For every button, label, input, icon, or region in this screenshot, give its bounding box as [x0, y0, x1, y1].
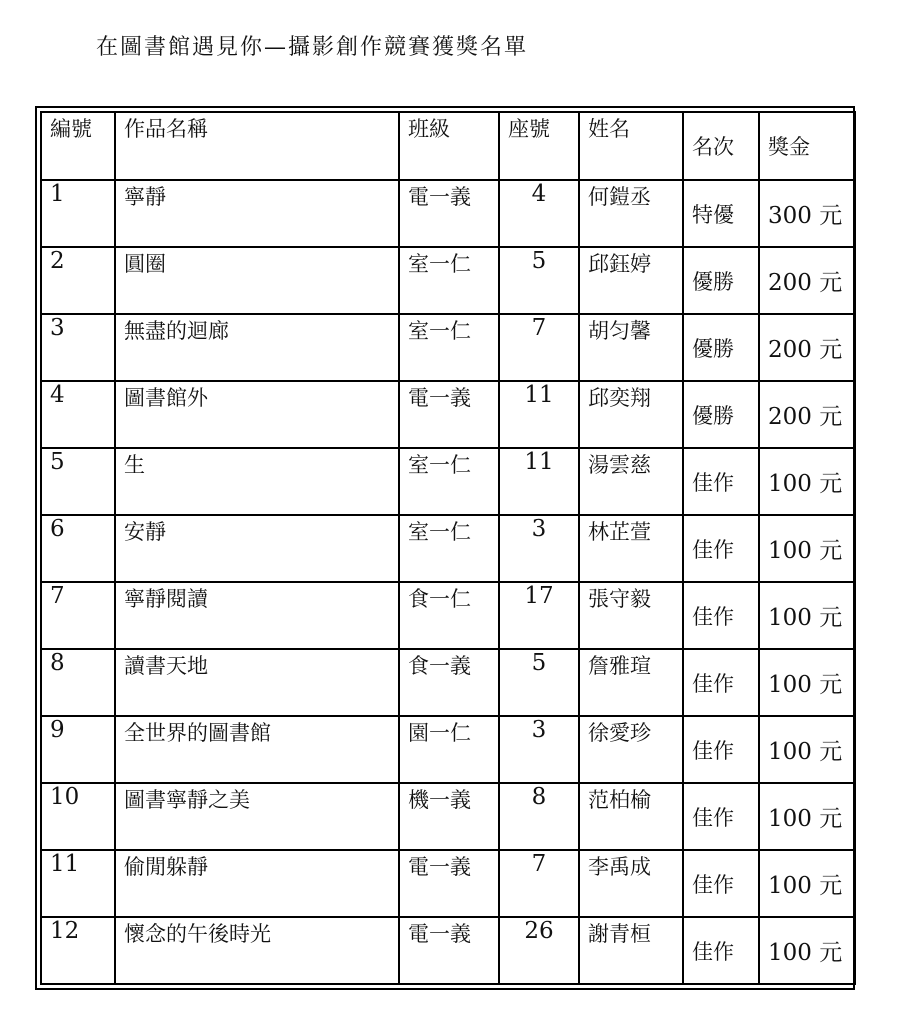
- cell-name: 邱奕翔: [579, 381, 683, 448]
- header-rank: 名次: [683, 112, 759, 180]
- cell-prize: 100 元: [759, 917, 855, 984]
- cell-seat: 5: [499, 247, 579, 314]
- award-table-frame: [35, 106, 855, 990]
- header-work-title: 作品名稱: [115, 112, 399, 180]
- cell-no: 11: [41, 850, 115, 917]
- cell-work-title: 圓圈: [115, 247, 399, 314]
- cell-seat: 8: [499, 783, 579, 850]
- table-row: [41, 515, 855, 582]
- header-no: 編號: [41, 112, 115, 180]
- cell-no: 10: [41, 783, 115, 850]
- cell-class: 園一仁: [399, 716, 499, 783]
- cell-no: 2: [41, 247, 115, 314]
- cell-no: 9: [41, 716, 115, 783]
- cell-no: 7: [41, 582, 115, 649]
- cell-name: 何鎧丞: [579, 180, 683, 247]
- table-row: [41, 247, 855, 314]
- cell-class: 電一義: [399, 917, 499, 984]
- cell-seat: 3: [499, 716, 579, 783]
- cell-prize: 200 元: [759, 314, 855, 381]
- cell-name: 李禹成: [579, 850, 683, 917]
- cell-no: 1: [41, 180, 115, 247]
- cell-no: 6: [41, 515, 115, 582]
- cell-prize: 100 元: [759, 649, 855, 716]
- header-name: 姓名: [579, 112, 683, 180]
- cell-work-title: 無盡的迴廊: [115, 314, 399, 381]
- cell-seat: 26: [499, 917, 579, 984]
- cell-name: 邱鈺婷: [579, 247, 683, 314]
- cell-rank: 佳作: [683, 716, 759, 783]
- table-row: [41, 716, 855, 783]
- cell-work-title: 圖書寧靜之美: [115, 783, 399, 850]
- cell-no: 3: [41, 314, 115, 381]
- table-row: [41, 582, 855, 649]
- cell-no: 8: [41, 649, 115, 716]
- cell-rank: 佳作: [683, 917, 759, 984]
- cell-prize: 200 元: [759, 381, 855, 448]
- cell-work-title: 生: [115, 448, 399, 515]
- cell-seat: 11: [499, 448, 579, 515]
- cell-prize: 300 元: [759, 180, 855, 247]
- cell-seat: 7: [499, 314, 579, 381]
- cell-prize: 100 元: [759, 716, 855, 783]
- cell-name: 林芷萱: [579, 515, 683, 582]
- cell-work-title: 安靜: [115, 515, 399, 582]
- cell-work-title: 圖書館外: [115, 381, 399, 448]
- cell-prize: 100 元: [759, 850, 855, 917]
- table-row: [41, 381, 855, 448]
- header-prize: 獎金: [759, 112, 855, 180]
- cell-work-title: 懷念的午後時光: [115, 917, 399, 984]
- table-row: [41, 314, 855, 381]
- cell-class: 室一仁: [399, 515, 499, 582]
- cell-seat: 7: [499, 850, 579, 917]
- table-row: [41, 649, 855, 716]
- cell-rank: 佳作: [683, 850, 759, 917]
- cell-class: 食一義: [399, 649, 499, 716]
- cell-prize: 100 元: [759, 448, 855, 515]
- cell-no: 5: [41, 448, 115, 515]
- cell-seat: 3: [499, 515, 579, 582]
- cell-seat: 5: [499, 649, 579, 716]
- cell-name: 范柏榆: [579, 783, 683, 850]
- cell-rank: 佳作: [683, 515, 759, 582]
- cell-seat: 11: [499, 381, 579, 448]
- cell-name: 胡匀馨: [579, 314, 683, 381]
- cell-name: 徐愛珍: [579, 716, 683, 783]
- award-table: [40, 111, 856, 985]
- cell-name: 謝青桓: [579, 917, 683, 984]
- cell-rank: 佳作: [683, 783, 759, 850]
- cell-name: 詹雅瑄: [579, 649, 683, 716]
- cell-class: 電一義: [399, 850, 499, 917]
- header-seat: 座號: [499, 112, 579, 180]
- cell-prize: 200 元: [759, 247, 855, 314]
- cell-no: 4: [41, 381, 115, 448]
- cell-class: 電一義: [399, 381, 499, 448]
- cell-name: 張守毅: [579, 582, 683, 649]
- table-body: [41, 180, 855, 984]
- cell-prize: 100 元: [759, 783, 855, 850]
- table-row: [41, 448, 855, 515]
- cell-work-title: 讀書天地: [115, 649, 399, 716]
- table-row: [41, 180, 855, 247]
- cell-rank: 優勝: [683, 381, 759, 448]
- cell-class: 食一仁: [399, 582, 499, 649]
- table-header-row: [41, 112, 855, 180]
- table-row: [41, 783, 855, 850]
- cell-class: 室一仁: [399, 314, 499, 381]
- cell-work-title: 全世界的圖書館: [115, 716, 399, 783]
- cell-rank: 優勝: [683, 247, 759, 314]
- cell-seat: 4: [499, 180, 579, 247]
- cell-rank: 特優: [683, 180, 759, 247]
- cell-work-title: 偷閒躲靜: [115, 850, 399, 917]
- cell-prize: 100 元: [759, 515, 855, 582]
- cell-rank: 佳作: [683, 448, 759, 515]
- table-row: [41, 917, 855, 984]
- cell-work-title: 寧靜: [115, 180, 399, 247]
- cell-rank: 佳作: [683, 582, 759, 649]
- cell-work-title: 寧靜閱讀: [115, 582, 399, 649]
- table-row: [41, 850, 855, 917]
- cell-class: 電一義: [399, 180, 499, 247]
- cell-name: 湯雲慈: [579, 448, 683, 515]
- header-class: 班級: [399, 112, 499, 180]
- cell-class: 機一義: [399, 783, 499, 850]
- cell-rank: 佳作: [683, 649, 759, 716]
- cell-prize: 100 元: [759, 582, 855, 649]
- cell-rank: 優勝: [683, 314, 759, 381]
- cell-seat: 17: [499, 582, 579, 649]
- cell-class: 室一仁: [399, 448, 499, 515]
- cell-no: 12: [41, 917, 115, 984]
- cell-class: 室一仁: [399, 247, 499, 314]
- page-title: 在圖書館遇見你—攝影創作競賽獲獎名單: [96, 35, 529, 60]
